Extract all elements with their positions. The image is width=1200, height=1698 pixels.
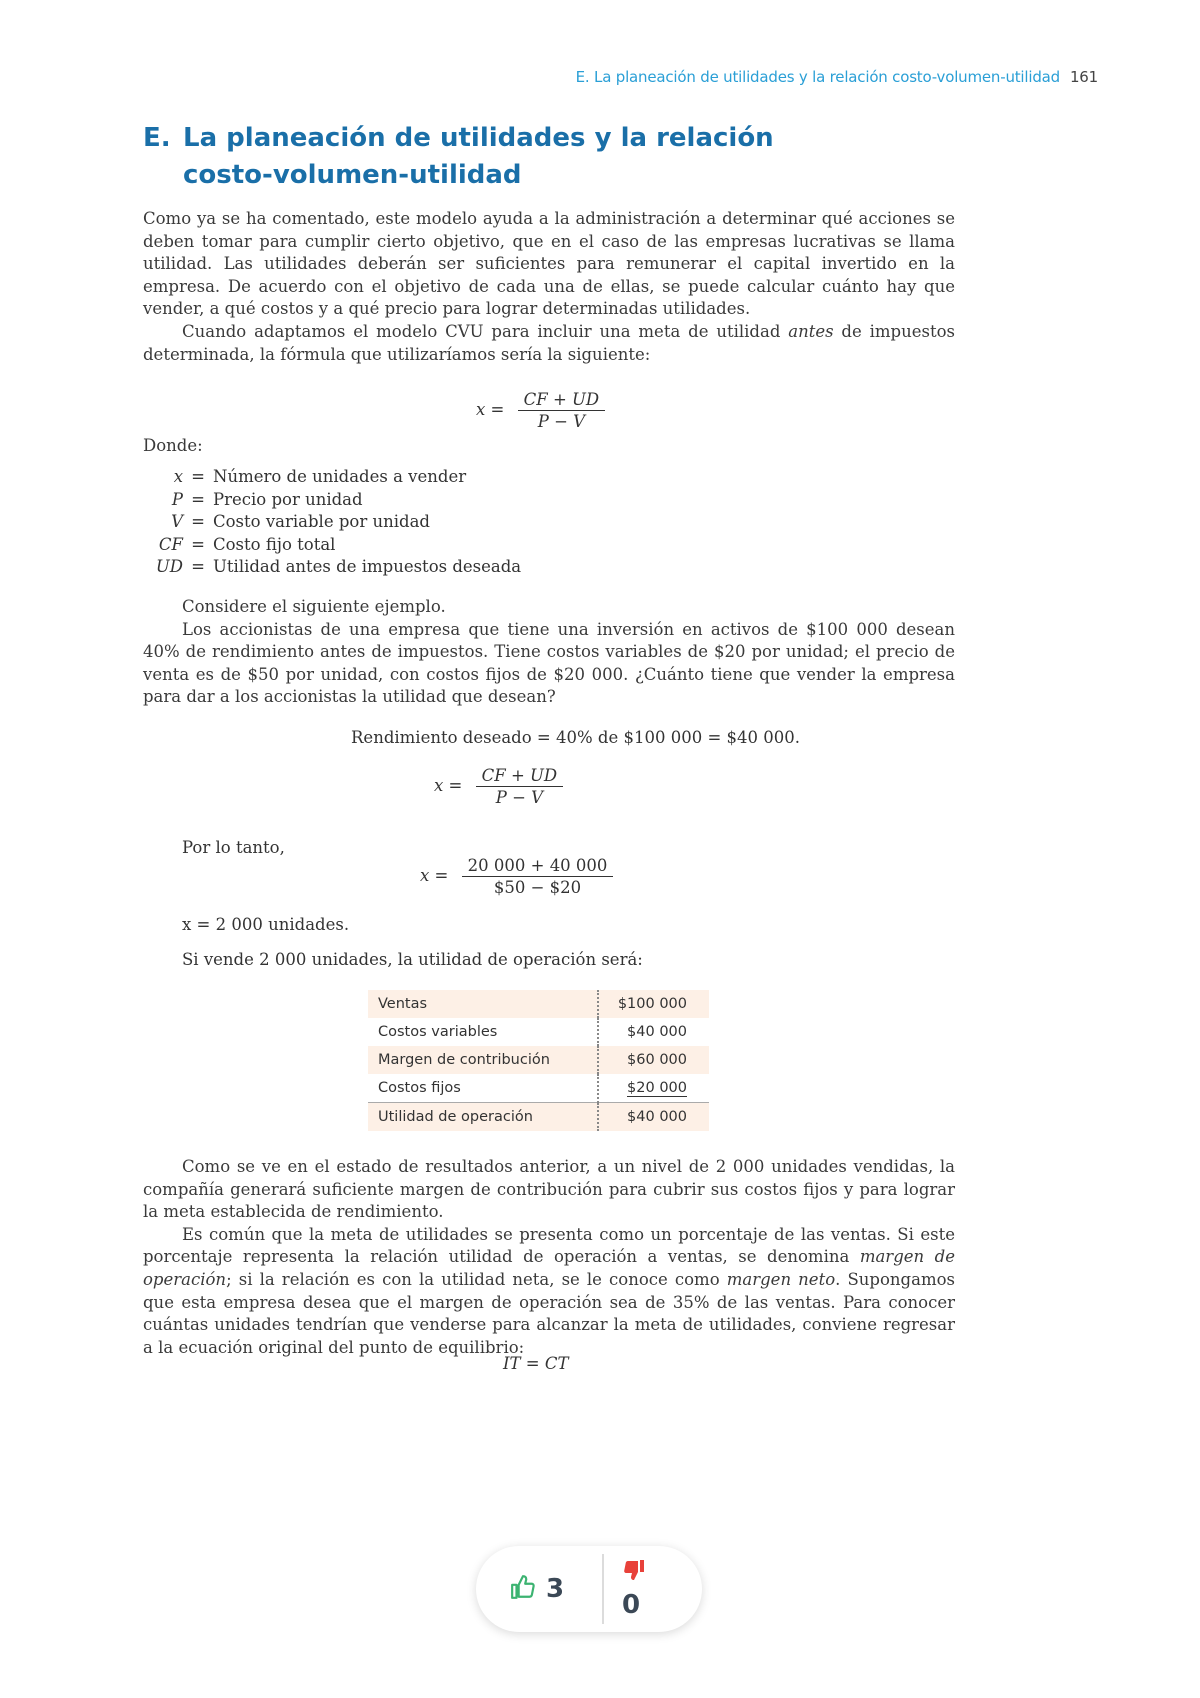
example-intro: Considere el siguiente ejemplo. bbox=[182, 597, 446, 616]
definition-row: CF = Costo fijo total bbox=[158, 534, 336, 554]
formula-numerator: CF + UD bbox=[518, 390, 606, 411]
like-count: 3 bbox=[546, 1574, 565, 1604]
por-lo-tanto: Por lo tanto, bbox=[182, 838, 285, 857]
section-title-line2: costo-volumen-utilidad bbox=[183, 160, 522, 190]
example-text bbox=[143, 596, 955, 709]
definition-row: V = Costo variable por unidad bbox=[171, 512, 430, 532]
emphasis-margen-operacion: margen de operación bbox=[143, 1247, 955, 1289]
table-row: Utilidad de operación $40 000 bbox=[368, 1103, 709, 1132]
definitions-list bbox=[143, 466, 521, 579]
section-title-line1: La planeación de utilidades y la relación bbox=[183, 123, 774, 153]
feedback-widget bbox=[476, 1546, 702, 1632]
section-letter: E. bbox=[143, 123, 171, 153]
x-result: x = 2 000 unidades. bbox=[182, 915, 350, 934]
definition-row: UD = Utilidad antes de impuestos deseada bbox=[155, 557, 522, 577]
formula-repeat: x = $\frac{CF + UD}{P - V}$ bbox=[434, 766, 563, 807]
donde-label: Donde: bbox=[143, 436, 203, 455]
thumbs-up-icon bbox=[510, 1574, 536, 1604]
dislike-button[interactable] bbox=[622, 1558, 646, 1586]
table-row: Costos fijos $20 000 bbox=[368, 1074, 709, 1103]
formula-denominator: P − V bbox=[537, 412, 586, 431]
rendimiento-equation: Rendimiento deseado = 40% de $100 000 = $40 000. bbox=[351, 728, 800, 747]
emphasis-antes: antes bbox=[788, 321, 834, 341]
example-problem: Los accionistas de una empresa que tiene una inversión en activos de $100 000 desean 40% de rendimiento antes de impuestos. Tiene costos variables de $20 por unidad; el precio de venta es de $50 por unidad, con costos fijos de $20 000. ¿Cuánto tiene que vender la empresa para dar a los accionistas la utilidad que desean? bbox=[143, 619, 955, 707]
si-vende-text: Si vende 2 000 unidades, la utilidad de operación será: bbox=[182, 950, 643, 969]
feedback-divider bbox=[602, 1554, 604, 1624]
table-row: Costos variables $40 000 bbox=[368, 1018, 709, 1046]
running-header bbox=[576, 68, 1098, 86]
formula-numeric-fraction: $\frac{20 000 + 40 000}{\$50 - \$20}$ bbox=[462, 856, 614, 897]
section-title bbox=[143, 120, 774, 194]
paragraph-margins: Es común que la meta de utilidades se presenta como un porcentaje de las ventas. Si este porcentaje representa la relación utilidad de operación a ventas, se denomina margen de operación; si la relación es con la utilidad neta, se le conoce como margen neto. Supongamos que esta empresa desea que el margen de operación sea de 35% de las ventas. Para conocer cuántas unidades tendrían que venderse para alcanzar la meta de utilidades, conviene regresar a la ecuación original del punto de equilibrio: bbox=[143, 1224, 955, 1357]
page-number: 161 bbox=[1069, 68, 1098, 86]
definition-row: x = Número de unidades a vender bbox=[173, 467, 467, 486]
formula-fraction bbox=[518, 390, 606, 431]
income-statement-table bbox=[368, 990, 709, 1131]
paragraph-intro: Como ya se ha comentado, este modelo ayuda a la administración a determinar qué acciones se deben tomar para cumplir cierto objetivo, que en el caso de las empresas lucrativas se llama utilidad. Las utilidades deberán ser suficientes para remunerar el capital invertido en la empresa. De acuerdo con el objetivo de cada una de ellas, se puede calcular cuánto hay que vender, a qué costos y a qué precio para lograr determinadas utilidades. bbox=[143, 209, 955, 319]
thumbs-down-icon bbox=[622, 1567, 646, 1586]
formula-numeric: x = $\frac{20 000 + 40 000}{\$50 - \$20}$ bbox=[420, 856, 613, 897]
like-button[interactable] bbox=[510, 1574, 564, 1604]
table-row: Ventas $100 000 bbox=[368, 990, 709, 1018]
definition-row: P = Precio por unidad bbox=[171, 489, 363, 509]
table-row: Margen de contribución $60 000 bbox=[368, 1046, 709, 1074]
final-equation: IT = CT bbox=[503, 1354, 569, 1373]
dislike-count: 0 bbox=[622, 1590, 641, 1620]
emphasis-margen-neto: margen neto bbox=[726, 1269, 836, 1289]
formula-general: x = $\frac{CF + UD}{P - V}$ bbox=[476, 390, 605, 431]
paragraph-analysis: Como se ve en el estado de resultados anterior, a un nivel de 2 000 unidades vendidas, la compañía generará suficiente margen de contribución para cubrir sus costos fijos y para lograr la meta establecida de rendimiento. bbox=[143, 1157, 955, 1222]
paragraph-cvu: Cuando adaptamos el modelo CVU para incluir una meta de utilidad antes de impuestos determinada, la fórmula que utilizaríamos sería la siguiente: bbox=[143, 321, 955, 364]
formula-fraction: $\frac{CF + UD}{P - V}$ bbox=[476, 766, 564, 807]
closing-text bbox=[143, 1156, 955, 1359]
running-title: E. La planeación de utilidades y la relación costo-volumen-utilidad bbox=[575, 68, 1060, 86]
intro-text bbox=[143, 208, 955, 366]
